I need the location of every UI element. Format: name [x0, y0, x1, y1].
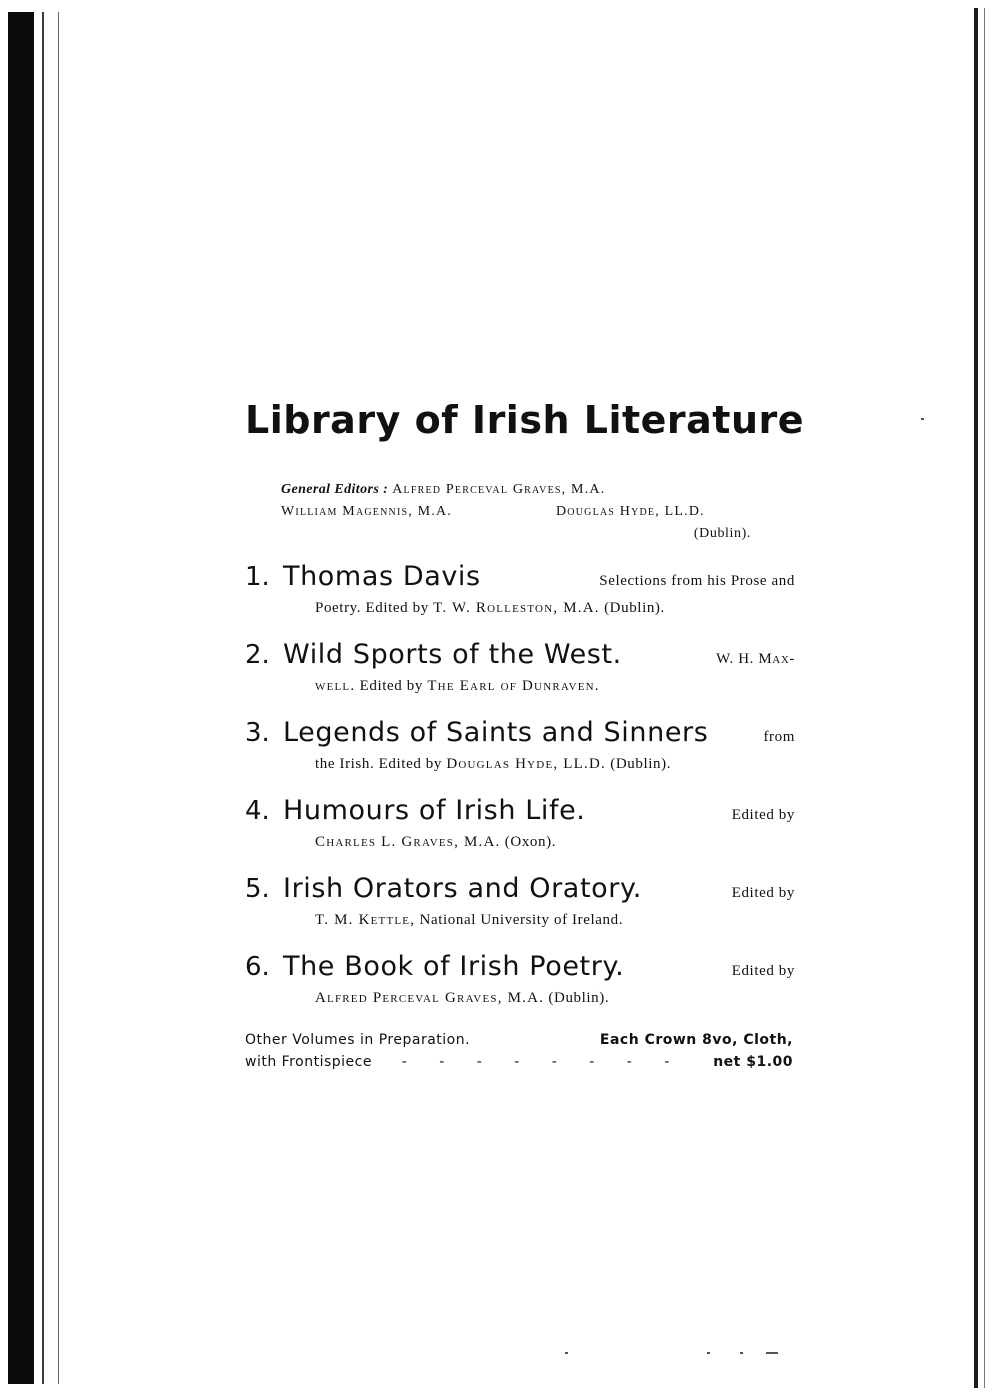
volume-item	[245, 951, 795, 1009]
volume-heading	[245, 639, 795, 675]
page-content	[245, 395, 805, 1073]
volume-editor-name: T. W. Rolleston, M.A.	[433, 600, 600, 616]
editor-graves: Alfred Perceval Graves, M.A.	[392, 482, 606, 497]
volume-description: Selections from his Prose and	[599, 573, 795, 589]
volume-number: 1.	[245, 562, 270, 592]
leader-dashes: - - - - - - - -	[401, 1054, 684, 1070]
volume-item	[245, 561, 795, 619]
general-editors-label: General Editors :	[281, 482, 389, 497]
volume-editor-text: the Irish. Edited by	[315, 756, 447, 772]
volume-author-name: well.	[315, 678, 356, 694]
volume-description: Edited by	[731, 885, 795, 901]
volume-number: 5.	[245, 874, 270, 904]
volume-title: Irish Orators and Oratory.	[283, 873, 642, 904]
volume-heading	[245, 561, 795, 597]
volume-title: Humours of Irish Life.	[283, 795, 586, 826]
scan-edge-left-line-2	[58, 12, 59, 1384]
volume-editor-text-2: (Oxon).	[500, 834, 557, 850]
volume-editor-name: The Earl of Dunraven.	[427, 678, 600, 694]
other-volumes-text: Other Volumes in Preparation.	[245, 1032, 471, 1048]
volume-item	[245, 717, 795, 775]
volume-number: 6.	[245, 952, 270, 982]
page-title: Library of Irish Literature	[245, 398, 805, 442]
volume-editor-text-2: (Dublin).	[605, 756, 672, 772]
volume-number: 2.	[245, 640, 270, 670]
volume-editor-text-2: (Dublin).	[599, 600, 665, 616]
price-text: net $1.00	[713, 1054, 793, 1070]
scan-speck	[766, 1352, 778, 1354]
volume-title: Wild Sports of the West.	[283, 639, 622, 670]
scan-speck	[921, 418, 924, 420]
volume-list	[245, 561, 795, 1009]
volume-description: from	[763, 729, 795, 745]
volume-editor-text: Poetry. Edited by	[315, 600, 434, 616]
scan-speck	[565, 1352, 568, 1354]
scan-edge-right	[974, 8, 978, 1388]
volume-editor-name: Charles L. Graves, M.A.	[315, 834, 501, 850]
editors-line-2	[281, 501, 795, 523]
footer-line-1	[245, 1029, 793, 1051]
format-text: Each Crown 8vo, Cloth,	[599, 1032, 793, 1048]
frontispiece-text: with Frontispiece	[245, 1054, 372, 1070]
footer-line-2	[245, 1051, 793, 1073]
volume-description: Edited by	[731, 963, 795, 979]
volume-item	[245, 639, 795, 697]
volume-editor-name: Alfred Perceval Graves, M.A.	[315, 990, 545, 1006]
volume-heading	[245, 873, 795, 909]
volume-item	[245, 873, 795, 931]
volume-editor-line	[315, 675, 795, 697]
volume-title: Thomas Davis	[283, 561, 481, 592]
scan-edge-right-line	[984, 8, 985, 1388]
editor-hyde: Douglas Hyde, LL.D.	[556, 504, 705, 519]
volume-editor-text-2: National University of Ireland.	[415, 912, 624, 928]
volume-editor-line	[315, 753, 795, 775]
editors-line-3	[281, 523, 795, 545]
editors-line-1	[281, 479, 795, 501]
volume-title: Legends of Saints and Sinners	[283, 717, 709, 748]
volume-number: 3.	[245, 718, 270, 748]
volume-heading	[245, 717, 795, 753]
volume-editor-line	[315, 831, 795, 853]
volume-item	[245, 795, 795, 853]
volume-description: W. H. Max-	[716, 651, 795, 667]
scan-edge-left	[8, 12, 34, 1384]
volume-heading	[245, 951, 795, 987]
volume-editor-line	[315, 909, 795, 931]
volume-heading	[245, 795, 795, 831]
editor-magennis: William Magennis, M.A.	[281, 504, 452, 519]
general-editors	[281, 479, 795, 545]
scan-speck	[740, 1352, 743, 1354]
volume-editor-text-2: (Dublin).	[544, 990, 610, 1006]
volume-editor-name: Douglas Hyde, LL.D.	[446, 756, 606, 772]
volume-editor-line	[315, 597, 795, 619]
volume-title: The Book of Irish Poetry.	[283, 951, 625, 982]
volume-editor-name: T. M. Kettle,	[315, 912, 416, 928]
volume-editor-text-2: Edited by	[355, 678, 428, 694]
volume-description: Edited by	[731, 807, 795, 823]
volume-editor-line	[315, 987, 795, 1009]
editor-hyde-suffix: (Dublin).	[693, 526, 751, 541]
scan-edge-left-line	[42, 12, 44, 1384]
volume-number: 4.	[245, 796, 270, 826]
scan-speck	[707, 1352, 710, 1354]
footer-note	[245, 1029, 793, 1073]
